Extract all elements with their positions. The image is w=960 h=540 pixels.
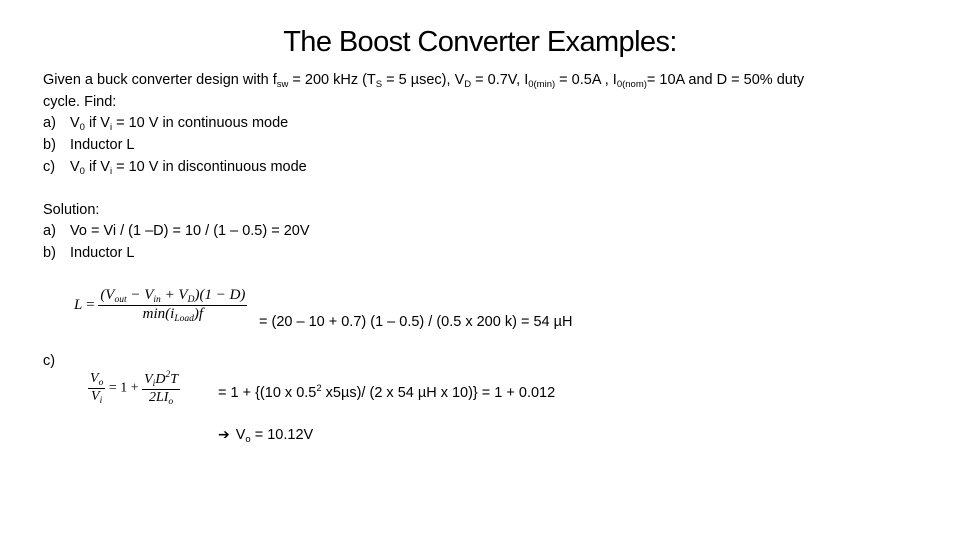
formula-numerator [98,287,247,306]
item-marker: a) [43,115,56,131]
voltage-ratio-formula [88,370,180,407]
text: (V [100,287,115,303]
slide-title: The Boost Converter Examples: [283,26,677,58]
problem-item-a [43,115,288,133]
item-marker: a) [43,223,56,239]
text: = 10.12V [250,427,314,443]
subscript: o [168,397,174,407]
problem-line-2: cycle. Find: [43,94,117,110]
superscript: 2 [316,383,322,394]
subscript: in [153,295,161,305]
subscript: o [245,434,251,445]
item-marker: b) [43,137,56,153]
solution-a [43,223,310,239]
text: = 1 + {(10 x 0.5 [218,385,317,401]
text: x5µs)/ (2 x 54 µH x 10)} = 1 + 0.012 [321,385,556,401]
ratio-fraction [88,371,105,406]
superscript: 2 [165,370,171,380]
subscript: Load [174,314,194,324]
text: = 5 µsec), V [382,72,465,88]
text: V [144,372,153,387]
text: if V [84,115,110,131]
problem-item-b [43,137,135,153]
problem-item-c [43,159,307,177]
subscript: sw [276,79,289,90]
text: 2LI [148,390,169,405]
equals-sign: = [86,296,99,313]
text: Given a buck converter design with f [43,72,277,88]
subscript: S [375,79,383,90]
text: = 10A and D = 50% duty [646,72,805,88]
subscript: 0(min) [528,79,556,90]
text: T [170,372,178,387]
text: D [155,372,166,387]
item-marker: b) [43,245,56,261]
text: V [70,115,80,131]
solution-c-marker: c) [43,353,56,369]
arrow-right-icon: ➔ [218,426,230,442]
subscript: o [98,378,104,388]
text: if V [84,159,110,175]
text: Vo = Vi / (1 –D) = 10 / (1 – 0.5) = 20V [70,223,310,239]
text: )(1 − D) [194,287,246,303]
text: − V [126,287,154,303]
subscript: 0(nom) [616,79,647,90]
subscript: D [187,295,195,305]
formula-fraction [98,287,247,324]
formula-middle: = 1 + [108,380,139,396]
text: = 200 kHz (T [288,72,376,88]
text: + V [160,287,188,303]
formula-denominator [98,306,247,324]
text: Inductor L [70,137,135,153]
item-marker: c) [43,159,56,175]
text: V [70,159,80,175]
ratio-numerator [88,371,105,389]
subscript: 0 [79,122,85,133]
subscript: i [109,122,113,133]
subscript: i [99,396,103,406]
problem-line-1 [43,72,804,90]
text: = 10 V in discontinuous mode [112,159,307,175]
formula-fraction [142,370,180,407]
text: = 0.5A , I [555,72,617,88]
ratio-denominator [88,389,105,406]
subscript: i [152,379,156,389]
formula-numerator [142,370,180,390]
subscript: i [109,166,113,177]
final-result [218,426,313,445]
formula-lhs: L [74,296,83,313]
subscript: D [464,79,472,90]
formula-denominator [142,390,180,407]
text: )f [193,306,204,322]
inductor-result: = (20 – 10 + 0.7) (1 – 0.5) / (0.5 x 200 k) = 54 µH [259,314,573,330]
text: V [90,371,99,386]
solution-heading: Solution: [43,202,100,218]
inductor-formula [74,287,247,324]
subscript: 0 [79,166,85,177]
voltage-ratio-result [218,383,555,401]
text: V [235,427,246,443]
text: min(i [142,306,175,322]
text: Inductor L [70,245,135,261]
subscript: out [114,295,127,305]
text: = 0.7V, I [471,72,529,88]
text: V [91,389,100,404]
text: = 10 V in continuous mode [112,115,289,131]
solution-b [43,245,135,261]
